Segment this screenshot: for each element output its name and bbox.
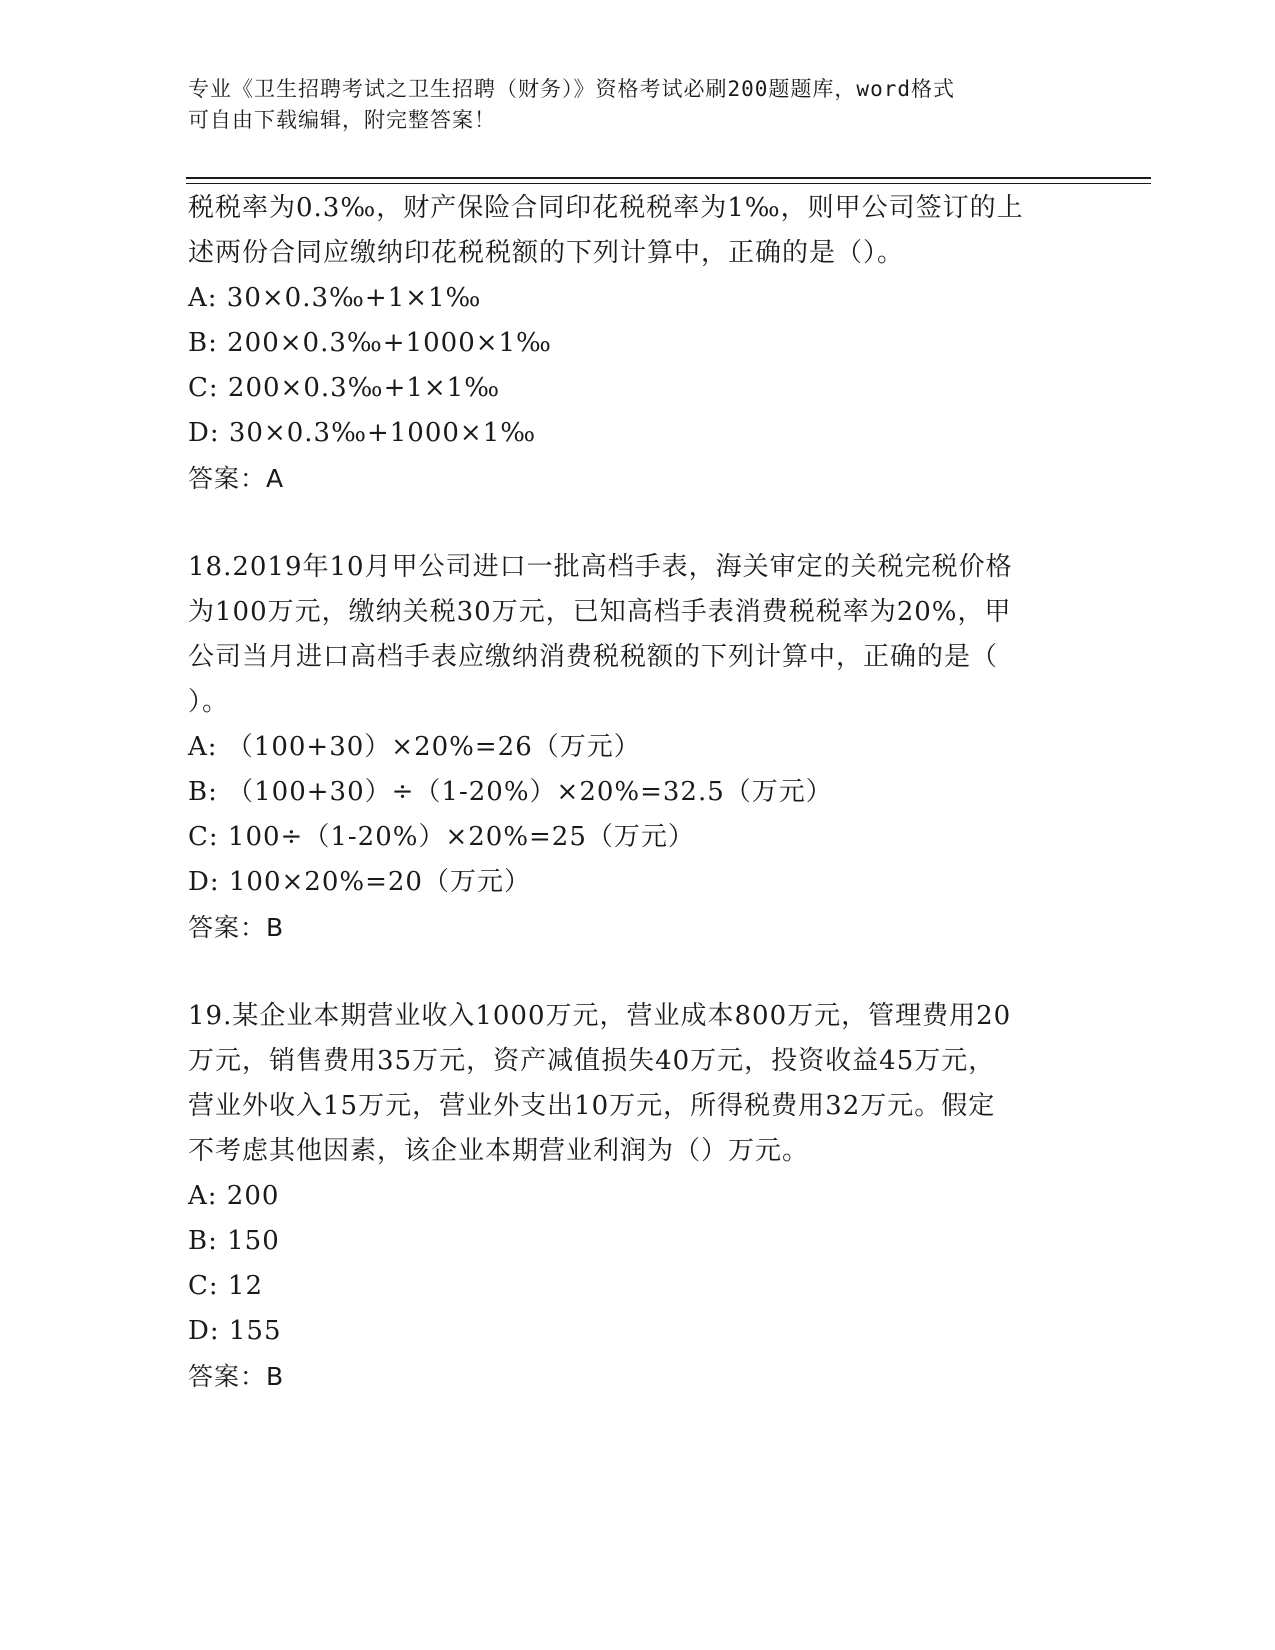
question-block (188, 994, 1088, 1399)
question-block (188, 186, 1088, 501)
option-a: A: （100+30）×20%=26（万元） (188, 732, 641, 762)
option-d: D: 100×20%=20（万元） (188, 867, 531, 897)
option-d: D: 155 (188, 1316, 282, 1346)
option-b: B: 150 (188, 1226, 280, 1256)
option-a: A: 30×0.3‰+1×1‰ (188, 283, 482, 313)
header-line: 专业《卫生招聘考试之卫生招聘（财务）》资格考试必刷200题题库，word格式 (188, 77, 955, 101)
question-stem-line: 述两份合同应缴纳印花税税额的下列计算中，正确的是（）。 (188, 238, 905, 268)
question-stem-line: 19.某企业本期营业收入1000万元，营业成本800万元，管理费用20 (188, 1001, 1012, 1031)
question-stem-line: 税税率为0.3‰，财产保险合同印花税税率为1‰，则甲公司签订的上 (188, 193, 1024, 223)
question-stem-line: 不考虑其他因素，该企业本期营业利润为（）万元。 (188, 1136, 810, 1166)
option-c: C: 12 (188, 1271, 264, 1301)
spacer (188, 950, 1088, 994)
header-divider-thin (186, 183, 1151, 184)
option-d: D: 30×0.3‰+1000×1‰ (188, 418, 537, 448)
document-body (188, 186, 1088, 1399)
question-stem-line: ）。 (188, 687, 230, 717)
option-b: B: 200×0.3‰+1000×1‰ (188, 328, 552, 358)
option-c: C: 200×0.3‰+1×1‰ (188, 373, 501, 403)
question-block (188, 545, 1088, 950)
option-b: B: （100+30）÷（1-20%）×20%=32.5（万元） (188, 777, 833, 807)
answer-line: 答案：A (188, 464, 285, 493)
answer-line: 答案：B (188, 1362, 285, 1391)
header-divider-thick (186, 177, 1151, 179)
spacer (188, 501, 1088, 545)
header-line: 可自由下载编辑，附完整答案！ (188, 108, 496, 132)
question-stem-line: 18.2019年10月甲公司进口一批高档手表，海关审定的关税完税价格 (188, 552, 1013, 582)
question-stem-line: 营业外收入15万元，营业外支出10万元，所得税费用32万元。假定 (188, 1091, 996, 1121)
question-stem-line: 为100万元，缴纳关税30万元，已知高档手表消费税税率为20%，甲 (188, 597, 1012, 627)
document-header (188, 74, 1088, 136)
option-c: C: 100÷（1-20%）×20%=25（万元） (188, 822, 695, 852)
answer-line: 答案：B (188, 913, 285, 942)
question-stem-line: 公司当月进口高档手表应缴纳消费税税额的下列计算中，正确的是（ (188, 642, 999, 672)
option-a: A: 200 (188, 1181, 280, 1211)
question-stem-line: 万元，销售费用35万元，资产减值损失40万元，投资收益45万元， (188, 1046, 996, 1076)
